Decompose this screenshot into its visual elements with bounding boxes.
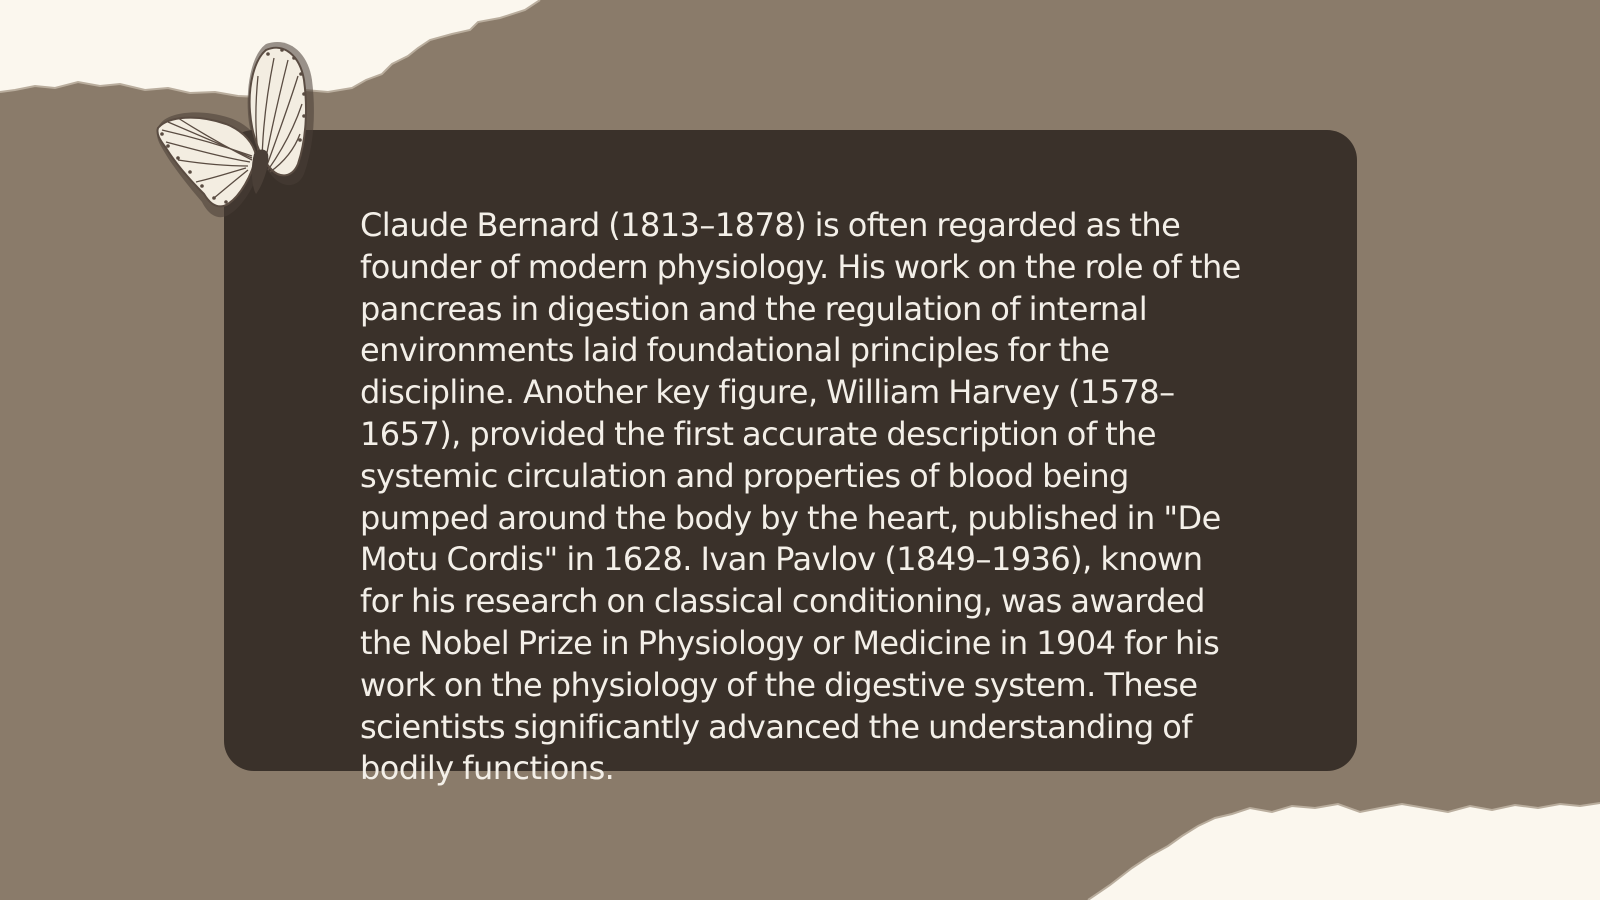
butterfly-body bbox=[252, 150, 268, 195]
torn-paper-bottom-right bbox=[1088, 803, 1600, 900]
butterfly-icon bbox=[138, 36, 338, 226]
body-text: Claude Bernard (1813–1878) is often regarded as the founder of modern physiology. His work on the role of the pancreas in digestion and the regulation of internal environments laid foundational principles for the discipline. Another key figure, William Harvey (1578–1657), provided the first accurate description of the systemic circulation and properties of blood being pumped around the body by the heart, published in "De Motu Cordis" in 1628. Ivan Pavlov (1849–1936), known for his research on classical conditioning, was awarded the Nobel Prize in Physiology or Medicine in 1904 for his work on the physiology of the digestive system. These scientists significantly advanced the understanding of bodily functions. bbox=[360, 206, 1241, 788]
